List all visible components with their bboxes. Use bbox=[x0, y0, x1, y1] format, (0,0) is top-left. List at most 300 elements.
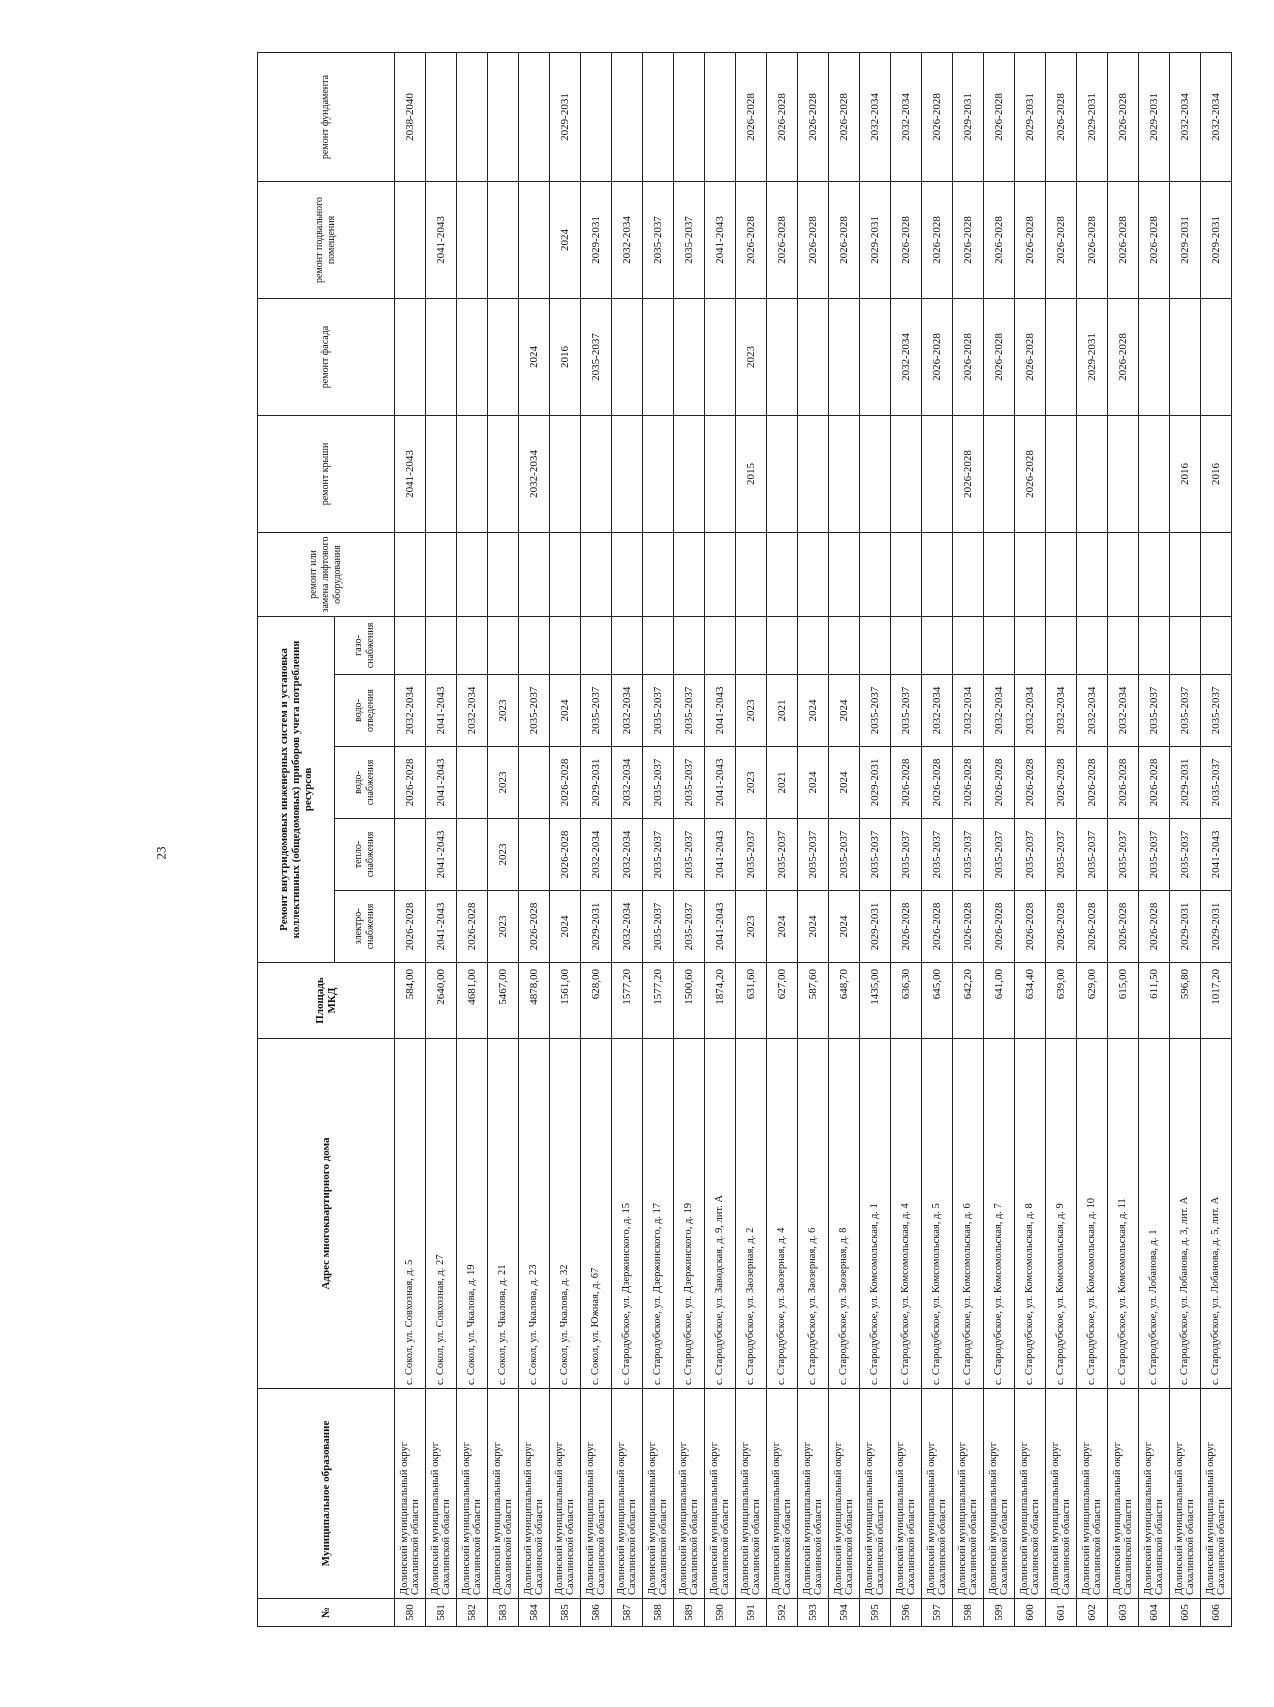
gas-cell bbox=[1170, 616, 1201, 674]
address-cell: с. Сокол, ул. Совхозная, д. 5 bbox=[395, 1039, 426, 1389]
facade-cell bbox=[705, 298, 736, 415]
roof-cell: 2026-2028 bbox=[953, 415, 984, 532]
municipality-cell: Долинский муниципальный округ Сахалинской области bbox=[922, 1389, 953, 1599]
basement-cell: 2026-2028 bbox=[1046, 181, 1077, 298]
header-num: № bbox=[258, 1599, 395, 1627]
municipality-cell: Долинский муниципальный округ Сахалинской области bbox=[798, 1389, 829, 1599]
address-cell: с. Стародубское, ул. Комсомольская, д. 5 bbox=[922, 1039, 953, 1389]
municipality-cell: Долинский муниципальный округ Сахалинской области bbox=[1139, 1389, 1170, 1599]
lift-cell bbox=[984, 532, 1015, 616]
table-row bbox=[1170, 52, 1201, 1626]
municipality-cell: Долинский муниципальный округ Сахалинской области bbox=[736, 1389, 767, 1599]
roof-cell: 2015 bbox=[736, 415, 767, 532]
lift-cell bbox=[550, 532, 581, 616]
municipality-cell: Долинский муниципальный округ Сахалинской области bbox=[426, 1389, 457, 1599]
gas-cell bbox=[612, 616, 643, 674]
foundation-cell: 2032-2034 bbox=[1170, 52, 1201, 181]
row-number: 597 bbox=[922, 1599, 953, 1627]
lift-cell bbox=[1015, 532, 1046, 616]
heat-cell: 2041-2043 bbox=[705, 819, 736, 891]
foundation-cell: 2026-2028 bbox=[1046, 52, 1077, 181]
electric-cell: 2026-2028 bbox=[1015, 891, 1046, 963]
water-cell bbox=[519, 747, 550, 819]
water-cell: 2026-2028 bbox=[953, 747, 984, 819]
foundation-cell bbox=[705, 52, 736, 181]
table-row bbox=[953, 52, 984, 1626]
basement-cell: 2026-2028 bbox=[1108, 181, 1139, 298]
row-number: 600 bbox=[1015, 1599, 1046, 1627]
row-number: 581 bbox=[426, 1599, 457, 1627]
foundation-cell bbox=[612, 52, 643, 181]
foundation-cell: 2026-2028 bbox=[798, 52, 829, 181]
lift-cell bbox=[736, 532, 767, 616]
area-cell: 1017,20 bbox=[1201, 963, 1232, 1039]
header-facade: ремонт фасада bbox=[258, 298, 395, 415]
sewer-cell: 2032-2034 bbox=[953, 675, 984, 747]
gas-cell bbox=[457, 616, 488, 674]
row-number: 604 bbox=[1139, 1599, 1170, 1627]
water-cell: 2026-2028 bbox=[1046, 747, 1077, 819]
sewer-cell: 2021 bbox=[767, 675, 798, 747]
table-row bbox=[488, 52, 519, 1626]
heat-cell: 2035-2037 bbox=[767, 819, 798, 891]
gas-cell bbox=[1046, 616, 1077, 674]
address-cell: с. Стародубское, ул. Заозерная, д. 2 bbox=[736, 1039, 767, 1389]
gas-cell bbox=[1015, 616, 1046, 674]
table-row bbox=[674, 52, 705, 1626]
heat-cell: 2035-2037 bbox=[1108, 819, 1139, 891]
municipality-cell: Долинский муниципальный округ Сахалинской области bbox=[581, 1389, 612, 1599]
foundation-cell: 2029-2031 bbox=[1139, 52, 1170, 181]
municipality-cell: Долинский муниципальный округ Сахалинской области bbox=[1108, 1389, 1139, 1599]
roof-cell bbox=[798, 415, 829, 532]
gas-cell bbox=[767, 616, 798, 674]
roof-cell bbox=[705, 415, 736, 532]
electric-cell: 2024 bbox=[550, 891, 581, 963]
roof-cell bbox=[612, 415, 643, 532]
heat-cell: 2035-2037 bbox=[1139, 819, 1170, 891]
foundation-cell: 2026-2028 bbox=[984, 52, 1015, 181]
basement-cell: 2035-2037 bbox=[674, 181, 705, 298]
table-row bbox=[860, 52, 891, 1626]
lift-cell bbox=[488, 532, 519, 616]
lift-cell bbox=[860, 532, 891, 616]
gas-cell bbox=[519, 616, 550, 674]
heat-cell: 2035-2037 bbox=[891, 819, 922, 891]
header-area: Площадь МКД bbox=[258, 963, 395, 1039]
table-row bbox=[457, 52, 488, 1626]
address-cell: с. Сокол, ул. Южная, д. 67 bbox=[581, 1039, 612, 1389]
water-cell: 2023 bbox=[488, 747, 519, 819]
heat-cell: 2032-2034 bbox=[581, 819, 612, 891]
heat-cell: 2035-2037 bbox=[1077, 819, 1108, 891]
foundation-cell bbox=[457, 52, 488, 181]
gas-cell bbox=[488, 616, 519, 674]
municipality-cell: Долинский муниципальный округ Сахалинской области bbox=[891, 1389, 922, 1599]
heat-cell: 2035-2037 bbox=[798, 819, 829, 891]
area-cell: 627,00 bbox=[767, 963, 798, 1039]
municipality-cell: Долинский муниципальный округ Сахалинской области bbox=[643, 1389, 674, 1599]
lift-cell bbox=[519, 532, 550, 616]
table-row bbox=[736, 52, 767, 1626]
row-number: 603 bbox=[1108, 1599, 1139, 1627]
address-cell: с. Стародубское, ул. Комсомольская, д. 11 bbox=[1108, 1039, 1139, 1389]
water-cell: 2041-2043 bbox=[426, 747, 457, 819]
area-cell: 596,80 bbox=[1170, 963, 1201, 1039]
gas-cell bbox=[984, 616, 1015, 674]
electric-cell: 2029-2031 bbox=[581, 891, 612, 963]
row-number: 591 bbox=[736, 1599, 767, 1627]
roof-cell bbox=[767, 415, 798, 532]
roof-cell: 2016 bbox=[1201, 415, 1232, 532]
water-cell: 2024 bbox=[798, 747, 829, 819]
heat-cell: 2035-2037 bbox=[1046, 819, 1077, 891]
municipality-cell: Долинский муниципальный округ Сахалинской области bbox=[1046, 1389, 1077, 1599]
sewer-cell: 2024 bbox=[550, 675, 581, 747]
roof-cell bbox=[891, 415, 922, 532]
sewer-cell: 2035-2037 bbox=[1170, 675, 1201, 747]
municipality-cell: Долинский муниципальный округ Сахалинской области bbox=[860, 1389, 891, 1599]
repair-schedule-table bbox=[257, 52, 1232, 1627]
header-roof: ремонт крыши bbox=[258, 415, 395, 532]
table-row bbox=[550, 52, 581, 1626]
basement-cell: 2029-2031 bbox=[1170, 181, 1201, 298]
basement-cell: 2026-2028 bbox=[953, 181, 984, 298]
sewer-cell: 2035-2037 bbox=[674, 675, 705, 747]
basement-cell: 2029-2031 bbox=[581, 181, 612, 298]
area-cell: 648,70 bbox=[829, 963, 860, 1039]
water-cell: 2026-2028 bbox=[550, 747, 581, 819]
lift-cell bbox=[1108, 532, 1139, 616]
table-row bbox=[519, 52, 550, 1626]
water-cell: 2026-2028 bbox=[891, 747, 922, 819]
lift-cell bbox=[426, 532, 457, 616]
roof-cell bbox=[984, 415, 1015, 532]
address-cell: с. Стародубское, ул. Лобанова, д. 3, лит. А bbox=[1170, 1039, 1201, 1389]
facade-cell: 2024 bbox=[519, 298, 550, 415]
roof-cell bbox=[1139, 415, 1170, 532]
electric-cell: 2026-2028 bbox=[1139, 891, 1170, 963]
table-row bbox=[426, 52, 457, 1626]
table-row bbox=[922, 52, 953, 1626]
gas-cell bbox=[395, 616, 426, 674]
lift-cell bbox=[1170, 532, 1201, 616]
area-cell: 1500,60 bbox=[674, 963, 705, 1039]
facade-cell bbox=[1201, 298, 1232, 415]
area-cell: 629,00 bbox=[1077, 963, 1108, 1039]
electric-cell: 2026-2028 bbox=[984, 891, 1015, 963]
roof-cell bbox=[1077, 415, 1108, 532]
lift-cell bbox=[922, 532, 953, 616]
sewer-cell: 2024 bbox=[829, 675, 860, 747]
table-row bbox=[767, 52, 798, 1626]
municipality-cell: Долинский муниципальный округ Сахалинской области bbox=[550, 1389, 581, 1599]
area-cell: 631,60 bbox=[736, 963, 767, 1039]
area-cell: 587,60 bbox=[798, 963, 829, 1039]
table-row bbox=[643, 52, 674, 1626]
gas-cell bbox=[643, 616, 674, 674]
electric-cell: 2029-2031 bbox=[1201, 891, 1232, 963]
row-number: 595 bbox=[860, 1599, 891, 1627]
area-cell: 639,00 bbox=[1046, 963, 1077, 1039]
roof-cell bbox=[488, 415, 519, 532]
facade-cell bbox=[829, 298, 860, 415]
sewer-cell: 2035-2037 bbox=[519, 675, 550, 747]
facade-cell bbox=[798, 298, 829, 415]
municipality-cell: Долинский муниципальный округ Сахалинской области bbox=[829, 1389, 860, 1599]
electric-cell: 2024 bbox=[829, 891, 860, 963]
roof-cell bbox=[1108, 415, 1139, 532]
row-number: 583 bbox=[488, 1599, 519, 1627]
municipality-cell: Долинский муниципальный округ Сахалинской области bbox=[488, 1389, 519, 1599]
sewer-cell: 2035-2037 bbox=[891, 675, 922, 747]
header-address: Адрес многоквартирного дома bbox=[258, 1039, 395, 1389]
basement-cell: 2026-2028 bbox=[829, 181, 860, 298]
basement-cell: 2026-2028 bbox=[922, 181, 953, 298]
facade-cell: 2016 bbox=[550, 298, 581, 415]
area-cell: 1435,00 bbox=[860, 963, 891, 1039]
heat-cell bbox=[457, 819, 488, 891]
electric-cell: 2026-2028 bbox=[891, 891, 922, 963]
table-row bbox=[891, 52, 922, 1626]
sewer-cell: 2032-2034 bbox=[1015, 675, 1046, 747]
electric-cell: 2026-2028 bbox=[457, 891, 488, 963]
address-cell: с. Сокол, ул. Чкалова, д. 21 bbox=[488, 1039, 519, 1389]
row-number: 588 bbox=[643, 1599, 674, 1627]
basement-cell: 2026-2028 bbox=[1139, 181, 1170, 298]
electric-cell: 2032-2034 bbox=[612, 891, 643, 963]
municipality-cell: Долинский муниципальный округ Сахалинской области bbox=[519, 1389, 550, 1599]
foundation-cell: 2026-2028 bbox=[736, 52, 767, 181]
sewer-cell: 2035-2037 bbox=[860, 675, 891, 747]
heat-cell: 2035-2037 bbox=[922, 819, 953, 891]
sewer-cell: 2024 bbox=[798, 675, 829, 747]
facade-cell bbox=[860, 298, 891, 415]
facade-cell: 2032-2034 bbox=[891, 298, 922, 415]
electric-cell: 2023 bbox=[736, 891, 767, 963]
sewer-cell: 2035-2037 bbox=[643, 675, 674, 747]
water-cell: 2026-2028 bbox=[922, 747, 953, 819]
gas-cell bbox=[1108, 616, 1139, 674]
table-row bbox=[705, 52, 736, 1626]
lift-cell bbox=[767, 532, 798, 616]
roof-cell bbox=[581, 415, 612, 532]
water-cell: 2026-2028 bbox=[1015, 747, 1046, 819]
foundation-cell: 2026-2028 bbox=[829, 52, 860, 181]
header-lift: ремонт или замена лифтового оборудования bbox=[258, 532, 395, 616]
header-electric: электро-снабжения bbox=[335, 891, 395, 963]
address-cell: с. Стародубское, ул. Комсомольская, д. 8 bbox=[1015, 1039, 1046, 1389]
electric-cell: 2024 bbox=[767, 891, 798, 963]
facade-cell: 2029-2031 bbox=[1077, 298, 1108, 415]
foundation-cell bbox=[581, 52, 612, 181]
row-number: 601 bbox=[1046, 1599, 1077, 1627]
municipality-cell: Долинский муниципальный округ Сахалинской области bbox=[1015, 1389, 1046, 1599]
header-heat: тепло-снабжения bbox=[335, 819, 395, 891]
lift-cell bbox=[705, 532, 736, 616]
water-cell: 2026-2028 bbox=[395, 747, 426, 819]
electric-cell: 2026-2028 bbox=[1108, 891, 1139, 963]
address-cell: с. Стародубское, ул. Лобанова, д. 1 bbox=[1139, 1039, 1170, 1389]
electric-cell: 2041-2043 bbox=[705, 891, 736, 963]
gas-cell bbox=[581, 616, 612, 674]
sewer-cell: 2041-2043 bbox=[426, 675, 457, 747]
electric-cell: 2041-2043 bbox=[426, 891, 457, 963]
roof-cell bbox=[550, 415, 581, 532]
facade-cell bbox=[1170, 298, 1201, 415]
area-cell: 584,00 bbox=[395, 963, 426, 1039]
heat-cell: 2035-2037 bbox=[984, 819, 1015, 891]
heat-cell: 2041-2043 bbox=[1201, 819, 1232, 891]
facade-cell bbox=[488, 298, 519, 415]
basement-cell: 2026-2028 bbox=[1077, 181, 1108, 298]
foundation-cell: 2032-2034 bbox=[1201, 52, 1232, 181]
municipality-cell: Долинский муниципальный округ Сахалинской области bbox=[705, 1389, 736, 1599]
roof-cell bbox=[643, 415, 674, 532]
lift-cell bbox=[953, 532, 984, 616]
facade-cell bbox=[395, 298, 426, 415]
basement-cell: 2041-2043 bbox=[705, 181, 736, 298]
basement-cell: 2024 bbox=[550, 181, 581, 298]
roof-cell bbox=[674, 415, 705, 532]
basement-cell bbox=[395, 181, 426, 298]
address-cell: с. Стародубское, ул. Заозерная, д. 8 bbox=[829, 1039, 860, 1389]
row-number: 580 bbox=[395, 1599, 426, 1627]
electric-cell: 2026-2028 bbox=[1077, 891, 1108, 963]
foundation-cell: 2026-2028 bbox=[922, 52, 953, 181]
electric-cell: 2024 bbox=[798, 891, 829, 963]
basement-cell: 2029-2031 bbox=[1201, 181, 1232, 298]
roof-cell: 2026-2028 bbox=[1015, 415, 1046, 532]
water-cell: 2021 bbox=[767, 747, 798, 819]
sewer-cell: 2032-2034 bbox=[1046, 675, 1077, 747]
water-cell: 2041-2043 bbox=[705, 747, 736, 819]
electric-cell: 2023 bbox=[488, 891, 519, 963]
sewer-cell: 2032-2034 bbox=[612, 675, 643, 747]
row-number: 586 bbox=[581, 1599, 612, 1627]
address-cell: с. Стародубское, ул. Комсомольская, д. 9 bbox=[1046, 1039, 1077, 1389]
header-municipality: Муниципальное образование bbox=[258, 1389, 395, 1599]
heat-cell bbox=[519, 819, 550, 891]
address-cell: с. Стародубское, ул. Комсомольская, д. 7 bbox=[984, 1039, 1015, 1389]
heat-cell: 2026-2028 bbox=[550, 819, 581, 891]
water-cell: 2029-2031 bbox=[1170, 747, 1201, 819]
facade-cell bbox=[643, 298, 674, 415]
table-row bbox=[984, 52, 1015, 1626]
table-row bbox=[1077, 52, 1108, 1626]
roof-cell: 2041-2043 bbox=[395, 415, 426, 532]
water-cell: 2024 bbox=[829, 747, 860, 819]
lift-cell bbox=[395, 532, 426, 616]
heat-cell: 2035-2037 bbox=[1170, 819, 1201, 891]
foundation-cell: 2026-2028 bbox=[767, 52, 798, 181]
heat-cell: 2035-2037 bbox=[674, 819, 705, 891]
row-number: 589 bbox=[674, 1599, 705, 1627]
municipality-cell: Долинский муниципальный округ Сахалинской области bbox=[767, 1389, 798, 1599]
water-cell: 2026-2028 bbox=[1108, 747, 1139, 819]
basement-cell: 2026-2028 bbox=[984, 181, 1015, 298]
facade-cell: 2035-2037 bbox=[581, 298, 612, 415]
table-row bbox=[1108, 52, 1139, 1626]
address-cell: с. Стародубское, ул. Заозерная, д. 6 bbox=[798, 1039, 829, 1389]
foundation-cell bbox=[488, 52, 519, 181]
area-cell: 1874,20 bbox=[705, 963, 736, 1039]
heat-cell: 2035-2037 bbox=[860, 819, 891, 891]
sewer-cell: 2035-2037 bbox=[1139, 675, 1170, 747]
basement-cell bbox=[457, 181, 488, 298]
address-cell: с. Стародубское, ул. Дзержинского, д. 15 bbox=[612, 1039, 643, 1389]
heat-cell: 2023 bbox=[488, 819, 519, 891]
heat-cell: 2035-2037 bbox=[829, 819, 860, 891]
heat-cell: 2035-2037 bbox=[736, 819, 767, 891]
water-cell: 2029-2031 bbox=[581, 747, 612, 819]
row-number: 594 bbox=[829, 1599, 860, 1627]
area-cell: 2640,00 bbox=[426, 963, 457, 1039]
header-gas: газо-снабжения bbox=[335, 616, 395, 674]
gas-cell bbox=[736, 616, 767, 674]
table-row bbox=[395, 52, 426, 1626]
foundation-cell: 2032-2034 bbox=[891, 52, 922, 181]
gas-cell bbox=[426, 616, 457, 674]
lift-cell bbox=[1139, 532, 1170, 616]
page-number: 23 bbox=[153, 846, 169, 860]
heat-cell: 2035-2037 bbox=[953, 819, 984, 891]
gas-cell bbox=[1201, 616, 1232, 674]
table-row bbox=[1015, 52, 1046, 1626]
basement-cell: 2032-2034 bbox=[612, 181, 643, 298]
address-cell: с. Стародубское, ул. Комсомольская, д. 10 bbox=[1077, 1039, 1108, 1389]
row-number: 592 bbox=[767, 1599, 798, 1627]
gas-cell bbox=[953, 616, 984, 674]
address-cell: с. Сокол, ул. Чкалова, д. 32 bbox=[550, 1039, 581, 1389]
electric-cell: 2026-2028 bbox=[922, 891, 953, 963]
heat-cell bbox=[395, 819, 426, 891]
address-cell: с. Стародубское, ул. Дзержинского, д. 17 bbox=[643, 1039, 674, 1389]
heat-cell: 2035-2037 bbox=[643, 819, 674, 891]
electric-cell: 2029-2031 bbox=[1170, 891, 1201, 963]
sewer-cell: 2023 bbox=[736, 675, 767, 747]
water-cell bbox=[457, 747, 488, 819]
foundation-cell bbox=[519, 52, 550, 181]
facade-cell bbox=[612, 298, 643, 415]
electric-cell: 2029-2031 bbox=[860, 891, 891, 963]
lift-cell bbox=[643, 532, 674, 616]
gas-cell bbox=[829, 616, 860, 674]
gas-cell bbox=[550, 616, 581, 674]
facade-cell: 2026-2028 bbox=[1015, 298, 1046, 415]
lift-cell bbox=[581, 532, 612, 616]
foundation-cell: 2029-2031 bbox=[953, 52, 984, 181]
area-cell: 645,00 bbox=[922, 963, 953, 1039]
lift-cell bbox=[674, 532, 705, 616]
area-cell: 636,30 bbox=[891, 963, 922, 1039]
sewer-cell: 2035-2037 bbox=[1201, 675, 1232, 747]
header-sewer: водо-отведения bbox=[335, 675, 395, 747]
facade-cell bbox=[1139, 298, 1170, 415]
water-cell: 2035-2037 bbox=[1201, 747, 1232, 819]
roof-cell: 2032-2034 bbox=[519, 415, 550, 532]
electric-cell: 2035-2037 bbox=[643, 891, 674, 963]
lift-cell bbox=[612, 532, 643, 616]
area-cell: 615,00 bbox=[1108, 963, 1139, 1039]
basement-cell: 2026-2028 bbox=[891, 181, 922, 298]
basement-cell: 2041-2043 bbox=[426, 181, 457, 298]
basement-cell: 2026-2028 bbox=[1015, 181, 1046, 298]
row-number: 606 bbox=[1201, 1599, 1232, 1627]
address-cell: с. Сокол, ул. Совхозная, д. 27 bbox=[426, 1039, 457, 1389]
row-number: 596 bbox=[891, 1599, 922, 1627]
area-cell: 1561,00 bbox=[550, 963, 581, 1039]
